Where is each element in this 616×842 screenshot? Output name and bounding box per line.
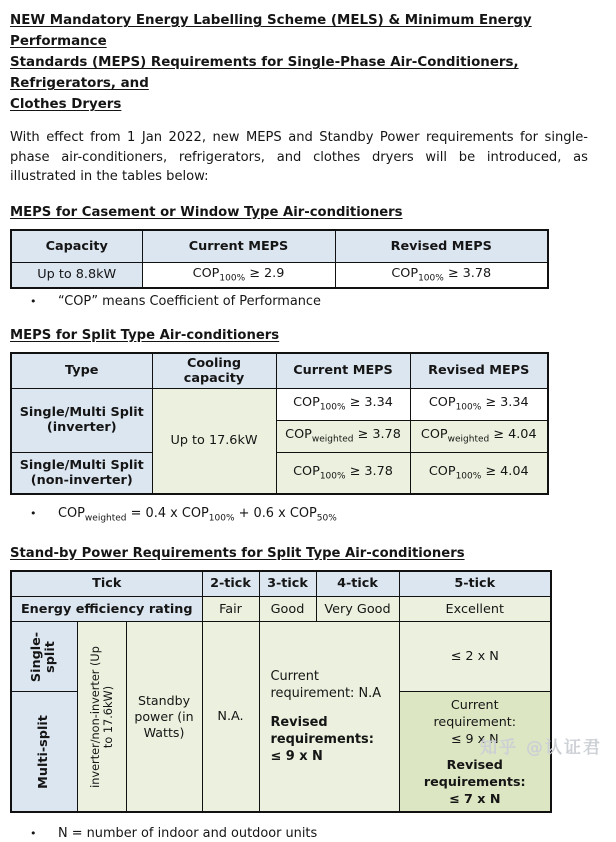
single-split-label-cell [11, 622, 77, 692]
inverter-revised-copweighted-cell: $COP_{weighted} \ge 4.04$ [410, 420, 548, 452]
inverter-current-copweighted-cell: $COP_{weighted} \ge 3.78$ [276, 420, 410, 452]
rating-verygood-cell: Very Good [316, 597, 399, 622]
rating-row [11, 597, 551, 622]
revised-requirement-title: Revised requirements: [270, 715, 374, 748]
revised-requirement-title: Revised requirements: [423, 757, 526, 790]
col-header-type: Type [11, 353, 152, 389]
3tick-4tick-requirement-cell [259, 622, 399, 813]
col-header-2tick: 2-tick [202, 571, 259, 597]
single-split-vertical-label: Single-split [29, 631, 59, 682]
section-heading-split: MEPS for Split Type Air-conditioners [10, 327, 280, 343]
col-header-capacity: Capacity [11, 230, 142, 263]
page-title [10, 10, 596, 115]
type-noninverter-cell: Single/Multi Split (non-inverter) [11, 452, 152, 494]
standby-power-table [10, 570, 552, 814]
note-text: N = number of indoor and outdoor units [58, 826, 318, 842]
section-heading-casement: MEPS for Casement or Window Type Air-conditioners [10, 204, 403, 220]
inverter-revised-cop100-cell: $COP_{100\%} \ge 3.34$ [410, 388, 548, 420]
rating-excellent-cell: Excellent [399, 597, 551, 622]
capacity-cell: Up to 8.8kW [11, 263, 142, 288]
single-split-5tick-cell: ≤ 2 x N [399, 622, 551, 692]
formula-text: $COP_{weighted} = 0.4$ x $COP_{100\%} + 0.6$ x $COP_{50\%}$ [58, 506, 337, 524]
inverter-note-cell [77, 622, 126, 813]
section-heading-standby: Stand-by Power Requirements for Split Type Air-conditioners [10, 545, 465, 561]
revised-requirement-value: ≤ 9 x N [270, 749, 323, 765]
split-meps-table [10, 352, 549, 496]
current-meps-cell: $COP_{100\%} \ge 2.9$ [142, 263, 335, 288]
table-row [11, 452, 548, 494]
col-header-3tick: 3-tick [259, 571, 316, 597]
multi-split-vertical-label: Multi-split [36, 714, 52, 789]
cooling-capacity-cell: Up to 17.6kW [152, 388, 276, 494]
col-header-tick: Tick [11, 571, 202, 597]
table-header-row [11, 571, 551, 597]
rating-fair-cell: Fair [202, 597, 259, 622]
standby-power-label-cell: Standby power (in Watts) [126, 622, 202, 813]
revised-meps-cell: $COP_{100\%} \ge 3.78$ [335, 263, 548, 288]
table-row [11, 263, 548, 288]
title-line-2: Standards (MEPS) Requirements for Single-Phase Air-Conditioners, Refrigerators, and [10, 55, 519, 91]
cop-weighted-formula-note [10, 505, 596, 528]
title-line-3: Clothes Dryers [10, 97, 122, 112]
note-text: “COP” means Coefficient of Performance [58, 293, 321, 309]
table-row [11, 388, 548, 420]
inverter-current-cop100-cell: $COP_{100\%} \ge 3.34$ [276, 388, 410, 420]
title-line-1: NEW Mandatory Energy Labelling Scheme (MELS) & Minimum Energy Performance [10, 13, 532, 49]
col-header-revised-meps: Revised MEPS [335, 230, 548, 263]
col-header-revised-meps: Revised MEPS [410, 353, 548, 389]
casement-meps-table [10, 229, 549, 289]
bullet-icon: • [30, 507, 37, 520]
current-requirement-text: Current requirement: N.A [270, 669, 382, 702]
rating-label-cell: Energy efficiency rating [11, 597, 202, 622]
current-requirement-title: Current requirement: [433, 697, 517, 730]
single-split-row [11, 622, 551, 692]
cop-definition-note [10, 293, 596, 310]
bullet-icon: • [30, 827, 37, 841]
rating-good-cell: Good [259, 597, 316, 622]
revised-requirement-value: ≤ 7 x N [448, 791, 501, 807]
current-requirement-value: ≤ 9 x N [450, 731, 499, 747]
n-definition-note [10, 825, 596, 842]
table-header-row [11, 353, 548, 389]
inverter-note-vertical-label: inverter/non-inverter (Up to 17.6kW) [88, 645, 115, 788]
2tick-na-cell: N.A. [202, 622, 259, 813]
col-header-5tick: 5-tick [399, 571, 551, 597]
zhihu-watermark: 知乎 @认证君 [480, 738, 602, 758]
noninverter-revised-cell: $COP_{100\%} \ge 4.04$ [410, 452, 548, 494]
type-inverter-cell: Single/Multi Split (inverter) [11, 388, 152, 452]
col-header-current-meps: Current MEPS [276, 353, 410, 389]
multi-split-label-cell [11, 692, 77, 813]
intro-paragraph: With effect from 1 Jan 2022, new MEPS and Standby Power requirements for single-phase air-conditioners, refrigerators, and clothes dryers will be introduced, as illustrated in the tables below: [10, 130, 588, 184]
col-header-current-meps: Current MEPS [142, 230, 335, 263]
bullet-icon: • [30, 294, 37, 308]
noninverter-current-cell: $COP_{100\%} \ge 3.78$ [276, 452, 410, 494]
col-header-4tick: 4-tick [316, 571, 399, 597]
col-header-cooling-capacity: Cooling capacity [152, 353, 276, 389]
table-header-row [11, 230, 548, 263]
